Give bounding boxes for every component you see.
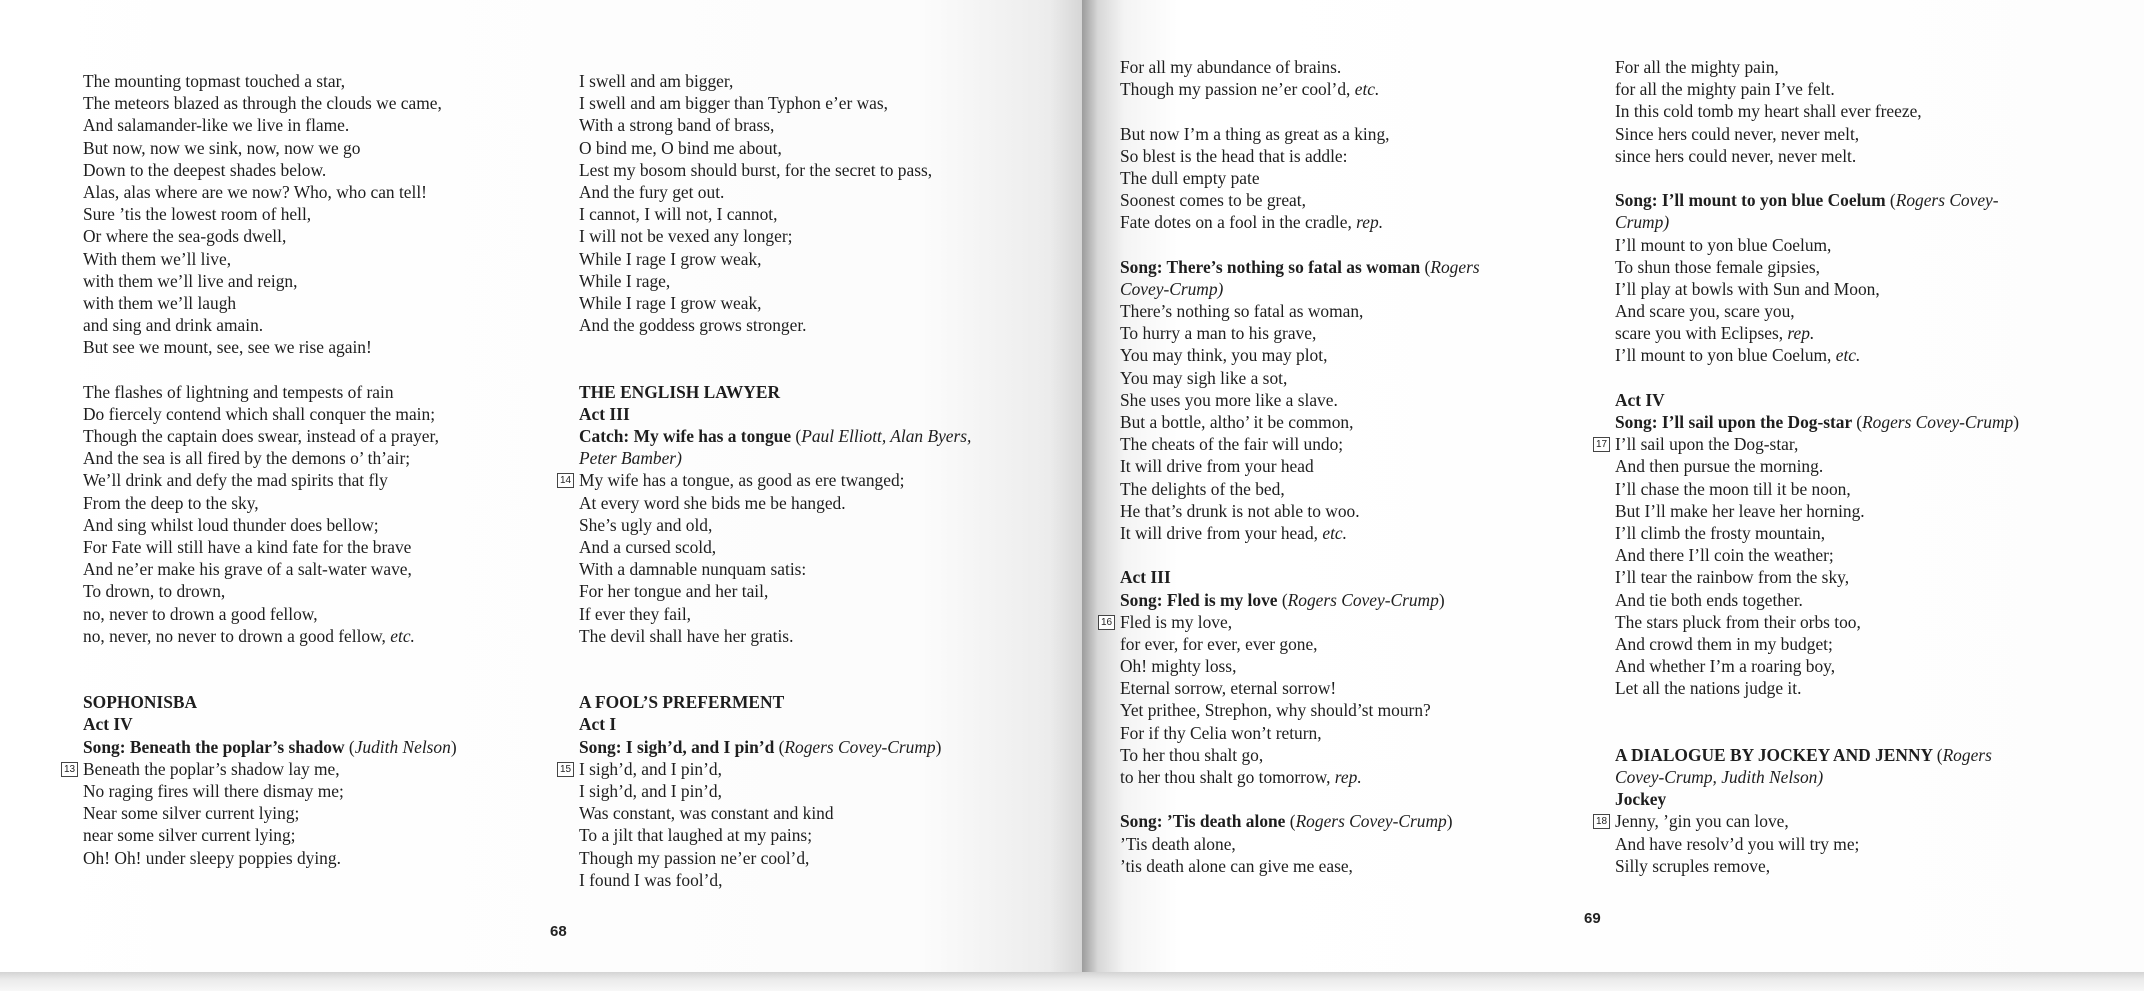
text-line: 17 I’ll sail upon the Dog-star, (1615, 433, 2019, 455)
text-line: She uses you more like a slave. (1120, 389, 1338, 410)
text-line: The meteors blazed as through the clouds we came, (83, 93, 442, 114)
text-line: And tie both ends together. (1615, 589, 1803, 610)
play-title: A FOOL’S PREFERMENT (579, 692, 785, 713)
text-line: I sigh’d, and I pin’d, (579, 781, 722, 801)
blank-line (1615, 167, 2019, 189)
text-line: no, never to drown a good fellow, (83, 603, 318, 624)
track-number-badge: 18 (1593, 814, 1610, 829)
text-line: And ne’er make his grave of a salt-water wave, (83, 559, 412, 580)
performer-credit: Peter Bamber) (579, 448, 682, 469)
text-line: The mounting topmast touched a star, (83, 71, 346, 91)
text-line: And the goddess grows stronger. (579, 315, 807, 336)
text-line: Soonest comes to be great, (1120, 190, 1306, 211)
page-number-right: 69 (1584, 910, 1601, 927)
song-heading: Song: Fled is my love (Rogers Covey-Crump) (1120, 589, 1445, 610)
right-page-column-2 (1596, 56, 2020, 877)
act-heading: Act I (579, 714, 617, 735)
song-heading: Catch: My wife has a tongue (Paul Elliott, Alan Byers, (579, 426, 972, 446)
blank-line (1120, 544, 1480, 566)
text-line: With a strong band of brass, (579, 115, 775, 136)
text-line: For if thy Celia won’t return, (1120, 722, 1322, 743)
text-line: 18 Jenny, ’gin you can love, (1615, 810, 2019, 832)
text-line: And whether I’m a roaring boy, (1615, 656, 1836, 677)
text-line: To her thou shalt go, (1120, 744, 1264, 765)
text-line: If ever they fail, (579, 603, 692, 624)
blank-line (579, 647, 971, 669)
text-line: No raging fires will there dismay me; (83, 781, 344, 801)
text-line: Though my passion ne’er cool’d, etc. (1120, 79, 1380, 100)
text-line: Down to the deepest shades below. (83, 159, 327, 180)
text-line: To shun those female gipsies, (1615, 256, 1821, 277)
blank-line (1615, 699, 2019, 721)
blank-line (83, 647, 457, 669)
text-line: The flashes of lightning and tempests of rain (83, 381, 394, 402)
song-heading: Song: ’Tis death alone (Rogers Covey-Crump) (1120, 811, 1453, 832)
text-line: Since hers could never, never melt, (1615, 123, 1860, 144)
text-line: scare you with Eclipses, rep. (1615, 323, 1815, 344)
track-number-badge: 13 (61, 762, 78, 777)
blank-line (1120, 100, 1480, 122)
text-line: And scare you, scare you, (1615, 301, 1795, 322)
page-number-left: 68 (550, 923, 567, 940)
act-heading: Act IV (83, 714, 133, 735)
blank-line (579, 669, 971, 691)
performer-credit: Covey-Crump, Judith Nelson) (1615, 767, 1824, 787)
text-line: I swell and am bigger, (579, 71, 734, 91)
text-line: I’ll climb the frosty mountain, (1615, 522, 1826, 543)
text-line: But a bottle, altho’ it be common, (1120, 412, 1354, 432)
right-page-column-1 (1101, 56, 1480, 877)
text-line: You may think, you may plot, (1120, 345, 1328, 366)
blank-line (579, 358, 971, 380)
text-line: With them we’ll live, (83, 248, 232, 269)
text-line: O bind me, O bind me about, (579, 137, 782, 158)
text-line: For all the mighty pain, (1615, 57, 1779, 77)
text-line: While I rage I grow weak, (579, 292, 762, 313)
text-line: For all my abundance of brains. (1120, 57, 1342, 77)
text-line: For Fate will still have a kind fate for the brave (83, 536, 412, 557)
text-line: Alas, alas where are we now? Who, who can tell! (83, 181, 427, 202)
text-line: and sing and drink amain. (83, 315, 264, 336)
text-line: The delights of the bed, (1120, 478, 1285, 499)
blank-line (83, 669, 457, 691)
text-line: 14 My wife has a tongue, as good as ere twanged; (579, 469, 971, 491)
text-line: There’s nothing so fatal as woman, (1120, 301, 1364, 322)
text-line: While I rage I grow weak, (579, 248, 762, 269)
text-line: He that’s drunk is not able to woo. (1120, 500, 1360, 521)
text-line: But see we mount, see, see we rise again! (83, 337, 372, 358)
text-line: And sing whilst loud thunder does bellow; (83, 514, 379, 535)
text-line: The dull empty pate (1120, 167, 1260, 188)
speaker-heading: Jockey (1615, 789, 1667, 810)
text-line: And the fury get out. (579, 181, 725, 202)
blank-line (1120, 788, 1480, 810)
blank-line (1120, 234, 1480, 256)
text-line: I cannot, I will not, I cannot, (579, 204, 778, 225)
text-line: for ever, for ever, ever gone, (1120, 633, 1318, 654)
text-line: But now, now we sink, now, now we go (83, 137, 361, 158)
song-heading: Song: I sigh’d, and I pin’d (Rogers Covey-Crump) (579, 736, 942, 757)
text-line: And the sea is all fired by the demons o’ th’air; (83, 448, 411, 469)
song-heading: Song: Beneath the poplar’s shadow (Judith Nelson) (83, 736, 457, 757)
text-line: Oh! mighty loss, (1120, 656, 1237, 677)
text-line: Near some silver current lying; (83, 803, 300, 824)
text-line: no, never, no never to drown a good fellow, etc. (83, 625, 415, 646)
text-line: Eternal sorrow, eternal sorrow! (1120, 678, 1337, 699)
text-line: Let all the nations judge it. (1615, 678, 1802, 699)
text-line: I will not be vexed any longer; (579, 226, 793, 247)
text-line: To hurry a man to his grave, (1120, 323, 1317, 344)
text-line: With a damnable nunquam satis: (579, 559, 807, 580)
song-heading: Song: I’ll sail upon the Dog-star (Rogers Covey-Crump) (1615, 412, 2020, 432)
text-line: Silly scruples remove, (1615, 855, 1771, 876)
text-line: From the deep to the sky, (83, 492, 259, 513)
play-title: SOPHONISBA (83, 692, 198, 713)
blank-line (1615, 722, 2019, 744)
track-number-badge: 15 (557, 762, 574, 777)
left-page-column-1 (64, 70, 457, 869)
text-line: And there I’ll coin the weather; (1615, 545, 1834, 566)
text-line: I swell and am bigger than Typhon e’er was, (579, 93, 888, 114)
text-line: with them we’ll live and reign, (83, 270, 298, 291)
act-heading: Act IV (1615, 389, 1665, 410)
blank-line (579, 336, 971, 358)
text-line: It will drive from your head, etc. (1120, 522, 1347, 543)
text-line: Lest my bosom should burst, for the secret to pass, (579, 159, 933, 180)
text-line: The cheats of the fair will undo; (1120, 434, 1344, 455)
performer-credit: Crump) (1615, 212, 1670, 233)
text-line: In this cold tomb my heart shall ever freeze, (1615, 101, 1922, 122)
act-heading: Act III (1120, 567, 1171, 588)
text-line: And a cursed scold, (579, 536, 717, 557)
song-heading: Song: There’s nothing so fatal as woman (Rogers (1120, 256, 1480, 277)
text-line: ’Tis death alone, (1120, 833, 1236, 854)
text-line: And have resolv’d you will try me; (1615, 833, 1860, 854)
blank-line (1615, 367, 2019, 389)
text-line: She’s ugly and old, (579, 514, 713, 535)
text-line: with them we’ll laugh (83, 292, 237, 313)
text-line: Fate dotes on a fool in the cradle, rep. (1120, 212, 1384, 233)
text-line: Oh! Oh! under sleepy poppies dying. (83, 847, 341, 868)
track-number-badge: 14 (557, 473, 574, 488)
text-line: To drown, to drown, (83, 581, 226, 602)
play-title: A DIALOGUE BY JOCKEY AND JENNY (Rogers (1615, 744, 1992, 765)
text-line: The devil shall have her gratis. (579, 625, 794, 646)
text-line: At every word she bids me be hanged. (579, 492, 846, 513)
play-title: THE ENGLISH LAWYER (579, 381, 781, 402)
text-line: We’ll drink and defy the mad spirits that fly (83, 470, 388, 491)
text-line: to her thou shalt go tomorrow, rep. (1120, 767, 1362, 787)
text-line: To a jilt that laughed at my pains; (579, 825, 813, 846)
text-line: 13 Beneath the poplar’s shadow lay me, (83, 758, 457, 780)
track-number-badge: 16 (1098, 615, 1115, 630)
act-heading: Act III (579, 403, 630, 424)
text-line: It will drive from your head (1120, 456, 1314, 477)
text-line: So blest is the head that is addle: (1120, 145, 1348, 166)
text-line: And then pursue the morning. (1615, 456, 1824, 477)
track-number-badge: 17 (1593, 437, 1610, 452)
performer-credit: Covey-Crump) (1120, 278, 1224, 299)
page-bottom-edge (0, 972, 2144, 991)
text-line: I’ll play at bowls with Sun and Moon, (1615, 278, 1880, 299)
text-line: But now I’m a thing as great as a king, (1120, 123, 1390, 144)
text-line: I’ll tear the rainbow from the sky, (1615, 567, 1850, 588)
blank-line (83, 358, 457, 380)
text-line: near some silver current lying; (83, 825, 296, 846)
text-line: I’ll mount to yon blue Coelum, (1615, 234, 1832, 255)
text-line: 16 Fled is my love, (1120, 611, 1480, 633)
text-line: Or where the sea-gods dwell, (83, 226, 287, 247)
text-line: Yet prithee, Strephon, why should’st mourn? (1120, 700, 1431, 721)
text-line: The stars pluck from their orbs too, (1615, 611, 1861, 632)
text-line: Though my passion ne’er cool’d, (579, 847, 810, 868)
text-line: And salamander-like we live in flame. (83, 115, 350, 136)
text-line: Though the captain does swear, instead of a prayer, (83, 426, 439, 446)
text-line: I’ll chase the moon till it be noon, (1615, 478, 1851, 499)
left-page-column-2 (560, 70, 972, 891)
text-line: 15 I sigh’d, and I pin’d, (579, 758, 971, 780)
song-heading: Song: I’ll mount to yon blue Coelum (Rogers Covey- (1615, 190, 1999, 211)
text-line: Was constant, was constant and kind (579, 803, 834, 824)
text-line: While I rage, (579, 270, 671, 291)
text-line: ’tis death alone can give me ease, (1120, 855, 1353, 876)
text-line: And crowd them in my budget; (1615, 633, 1833, 654)
text-line: since hers could never, never melt. (1615, 145, 1857, 166)
text-line: For her tongue and her tail, (579, 581, 769, 602)
text-line: I’ll mount to yon blue Coelum, etc. (1615, 345, 1861, 366)
text-line: Do fiercely contend which shall conquer the main; (83, 403, 436, 424)
text-line: You may sigh like a sot, (1120, 367, 1288, 388)
text-line: But I’ll make her leave her horning. (1615, 500, 1865, 521)
text-line: Sure ’tis the lowest room of hell, (83, 204, 312, 225)
text-line: I found I was fool’d, (579, 869, 723, 890)
text-line: for all the mighty pain I’ve felt. (1615, 79, 1835, 100)
